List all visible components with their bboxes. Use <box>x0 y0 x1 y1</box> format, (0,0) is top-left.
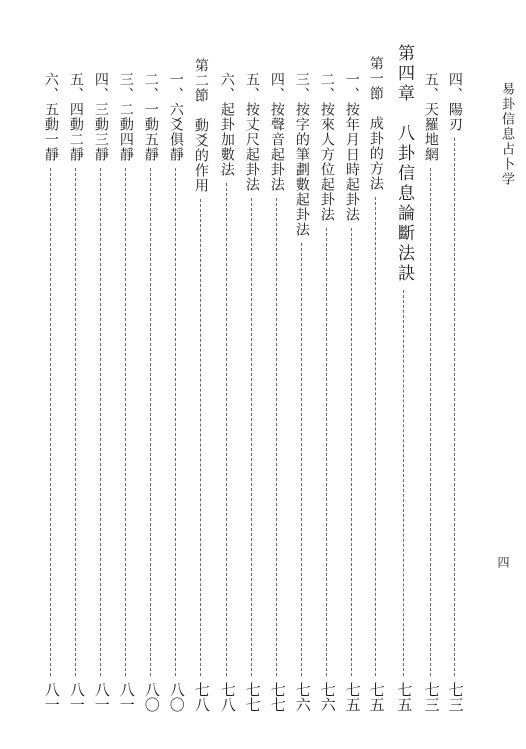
toc-entry-label: 五、四動二靜 <box>67 72 84 162</box>
toc-entry-page: 七七 <box>243 682 262 712</box>
toc-entry-label: 五、天羅地網 <box>422 72 439 162</box>
toc-entry-label: 三、按字的筆劃數起卦法 <box>293 72 310 237</box>
toc-section-label: 第一節 成卦的方法 <box>367 56 384 191</box>
toc-entry <box>344 72 360 712</box>
toc-entry-page: 八一 <box>92 682 111 712</box>
toc-entry-label: 三、二動四靜 <box>117 72 134 162</box>
toc-entry-page: 七五 <box>343 682 362 712</box>
dotted-leader <box>75 168 76 676</box>
toc-entry <box>118 72 134 712</box>
toc-entry <box>143 72 159 712</box>
toc-entry-page: 七七 <box>268 682 287 712</box>
dotted-leader <box>251 198 252 676</box>
toc-entry-page: 七八 <box>192 682 211 712</box>
dotted-leader <box>326 228 327 676</box>
toc-entry-page: 七八 <box>218 682 237 712</box>
toc-entry-page: 七五 <box>367 682 386 712</box>
toc-entry <box>294 72 310 712</box>
toc-entry-page: 七六 <box>293 682 312 712</box>
running-header-title: 易卦信息占卜学 <box>499 82 514 187</box>
dotted-leader <box>226 183 227 676</box>
toc-entry-page: 八一 <box>117 682 136 712</box>
toc-section-heading <box>368 56 384 712</box>
dotted-leader <box>351 228 352 676</box>
toc-entry <box>244 72 260 712</box>
toc-entry-label: 六、五動一靜 <box>42 72 59 162</box>
toc-entry <box>68 72 84 712</box>
dotted-leader <box>375 197 376 676</box>
toc-entry-label: 一、六爻俱靜 <box>167 72 184 162</box>
toc-entry <box>93 72 109 712</box>
toc-entry-label: 五、按丈尺起卦法 <box>243 72 260 192</box>
toc-entry-page: 八〇 <box>142 682 161 712</box>
dotted-leader <box>100 168 101 676</box>
toc-entry-page: 八〇 <box>167 682 186 712</box>
toc-entry-page: 七三 <box>446 682 465 712</box>
toc-chapter-label: 第四章 八卦信息論斷法訣 <box>394 44 414 284</box>
toc-entry-label: 六、起卦加數法 <box>218 72 235 177</box>
dotted-leader <box>276 198 277 676</box>
toc-entry-page: 八一 <box>42 682 61 712</box>
dotted-leader <box>301 243 302 676</box>
toc-entry-label: 四、陽刃 <box>446 72 463 132</box>
page-number: 四 <box>496 556 510 568</box>
toc-section-label: 第二節 動爻的作用 <box>192 58 209 193</box>
toc-entry <box>168 72 184 712</box>
toc-entry <box>219 72 235 712</box>
dotted-leader <box>50 168 51 676</box>
toc-entry-label: 四、三動三靜 <box>92 72 109 162</box>
toc-chapter-heading <box>395 44 412 712</box>
dotted-leader <box>200 199 201 676</box>
toc-entry-page: 八一 <box>67 682 86 712</box>
toc-entry-label: 二、一動五靜 <box>142 72 159 162</box>
dotted-leader <box>125 168 126 676</box>
dotted-leader <box>403 290 404 676</box>
dotted-leader <box>150 168 151 676</box>
toc-entry <box>43 72 59 712</box>
dotted-leader <box>454 138 455 676</box>
dotted-leader <box>430 168 431 676</box>
toc-entry <box>447 72 463 712</box>
toc-entry-page: 七六 <box>318 682 337 712</box>
dotted-leader <box>175 168 176 676</box>
toc-entry-page: 七五 <box>395 682 414 712</box>
toc-entry-label: 二、按來人方位起卦法 <box>318 72 335 222</box>
toc-entry <box>269 72 285 712</box>
toc-entry-label: 四、按聲音起卦法 <box>268 72 285 192</box>
toc-entry-page: 七三 <box>422 682 441 712</box>
toc-section-heading <box>193 58 209 712</box>
toc-entry <box>319 72 335 712</box>
toc-entry-label: 一、按年月日時起卦法 <box>343 72 360 222</box>
toc-entry <box>423 72 439 712</box>
